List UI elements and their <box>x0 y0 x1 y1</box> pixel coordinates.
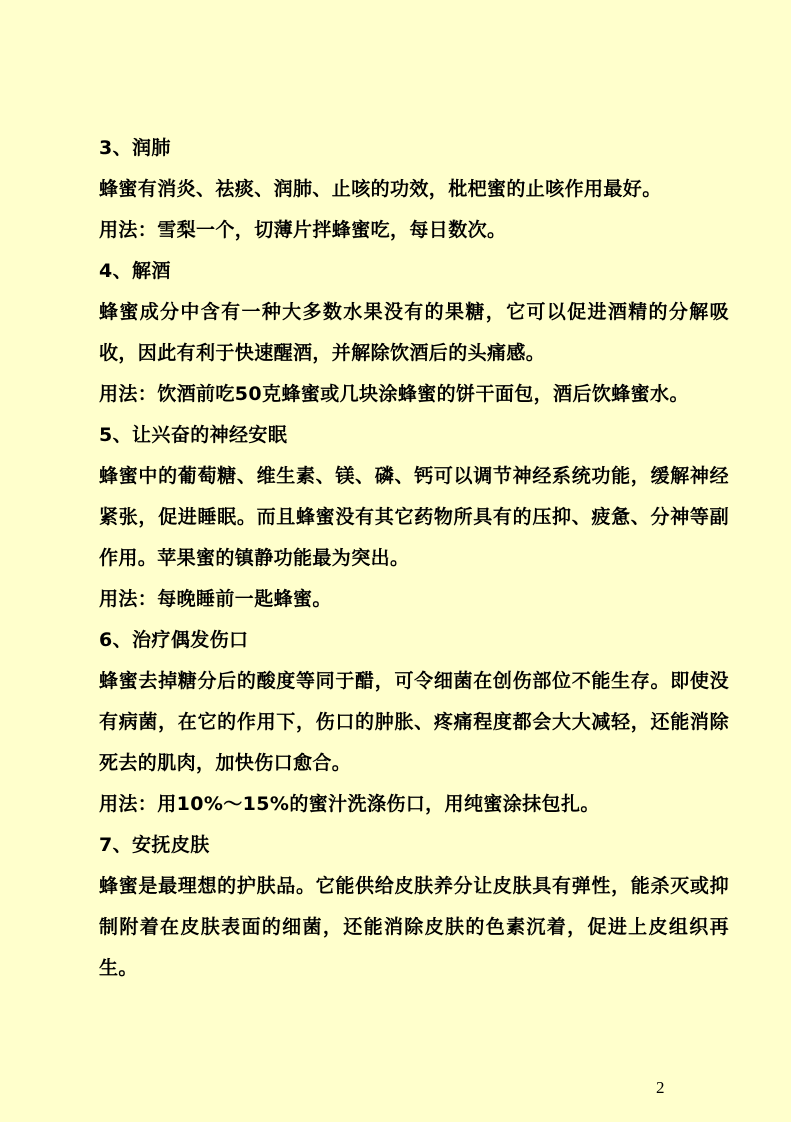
usage-paragraph: 用法：饮酒前吃50克蜂蜜或几块涂蜂蜜的饼干面包，酒后饮蜂蜜水。 <box>99 383 689 405</box>
usage-paragraph: 用法：雪梨一个，切薄片拌蜂蜜吃，每日数次。 <box>99 219 507 241</box>
section-heading: 3、润肺 <box>99 137 171 159</box>
section-heading: 7、安抚皮肤 <box>99 834 210 856</box>
section-heading: 5、让兴奋的神经安眠 <box>99 424 288 446</box>
paragraph: 蜂蜜中的葡萄糖、维生素、镁、磷、钙可以调节神经系统功能，缓解神经紧张，促进睡眠。而且蜂蜜没有其它药物所具有的压抑、疲惫、分神等副作用。苹果蜜的镇静功能最为突出。 <box>99 465 729 569</box>
document-body <box>99 128 729 989</box>
paragraph: 蜂蜜去掉糖分后的酸度等同于醋，可令细菌在创伤部位不能生存。即使没有病菌，在它的作用下，伤口的肿胀、疼痛程度都会大大减轻，还能消除死去的肌肉，加快伤口愈合。 <box>99 670 729 774</box>
usage-paragraph: 用法：每晚睡前一匙蜂蜜。 <box>99 588 332 610</box>
page-number: 2 <box>656 1078 665 1097</box>
paragraph: 蜂蜜是最理想的护肤品。它能供给皮肤养分让皮肤具有弹性，能杀灭或抑制附着在皮肤表面的细菌，还能消除皮肤的色素沉着，促进上皮组织再生。 <box>99 875 729 979</box>
paragraph: 蜂蜜有消炎、祛痰、润肺、止咳的功效，枇杷蜜的止咳作用最好。 <box>99 178 662 200</box>
usage-paragraph: 用法：用10%～15%的蜜汁洗涤伤口，用纯蜜涂抹包扎。 <box>99 793 600 815</box>
section-heading: 6、治疗偶发伤口 <box>99 629 249 651</box>
paragraph: 蜂蜜成分中含有一种大多数水果没有的果糖，它可以促进酒精的分解吸收，因此有利于快速醒酒，并解除饮酒后的头痛感。 <box>99 301 729 364</box>
section-heading: 4、解酒 <box>99 260 171 282</box>
